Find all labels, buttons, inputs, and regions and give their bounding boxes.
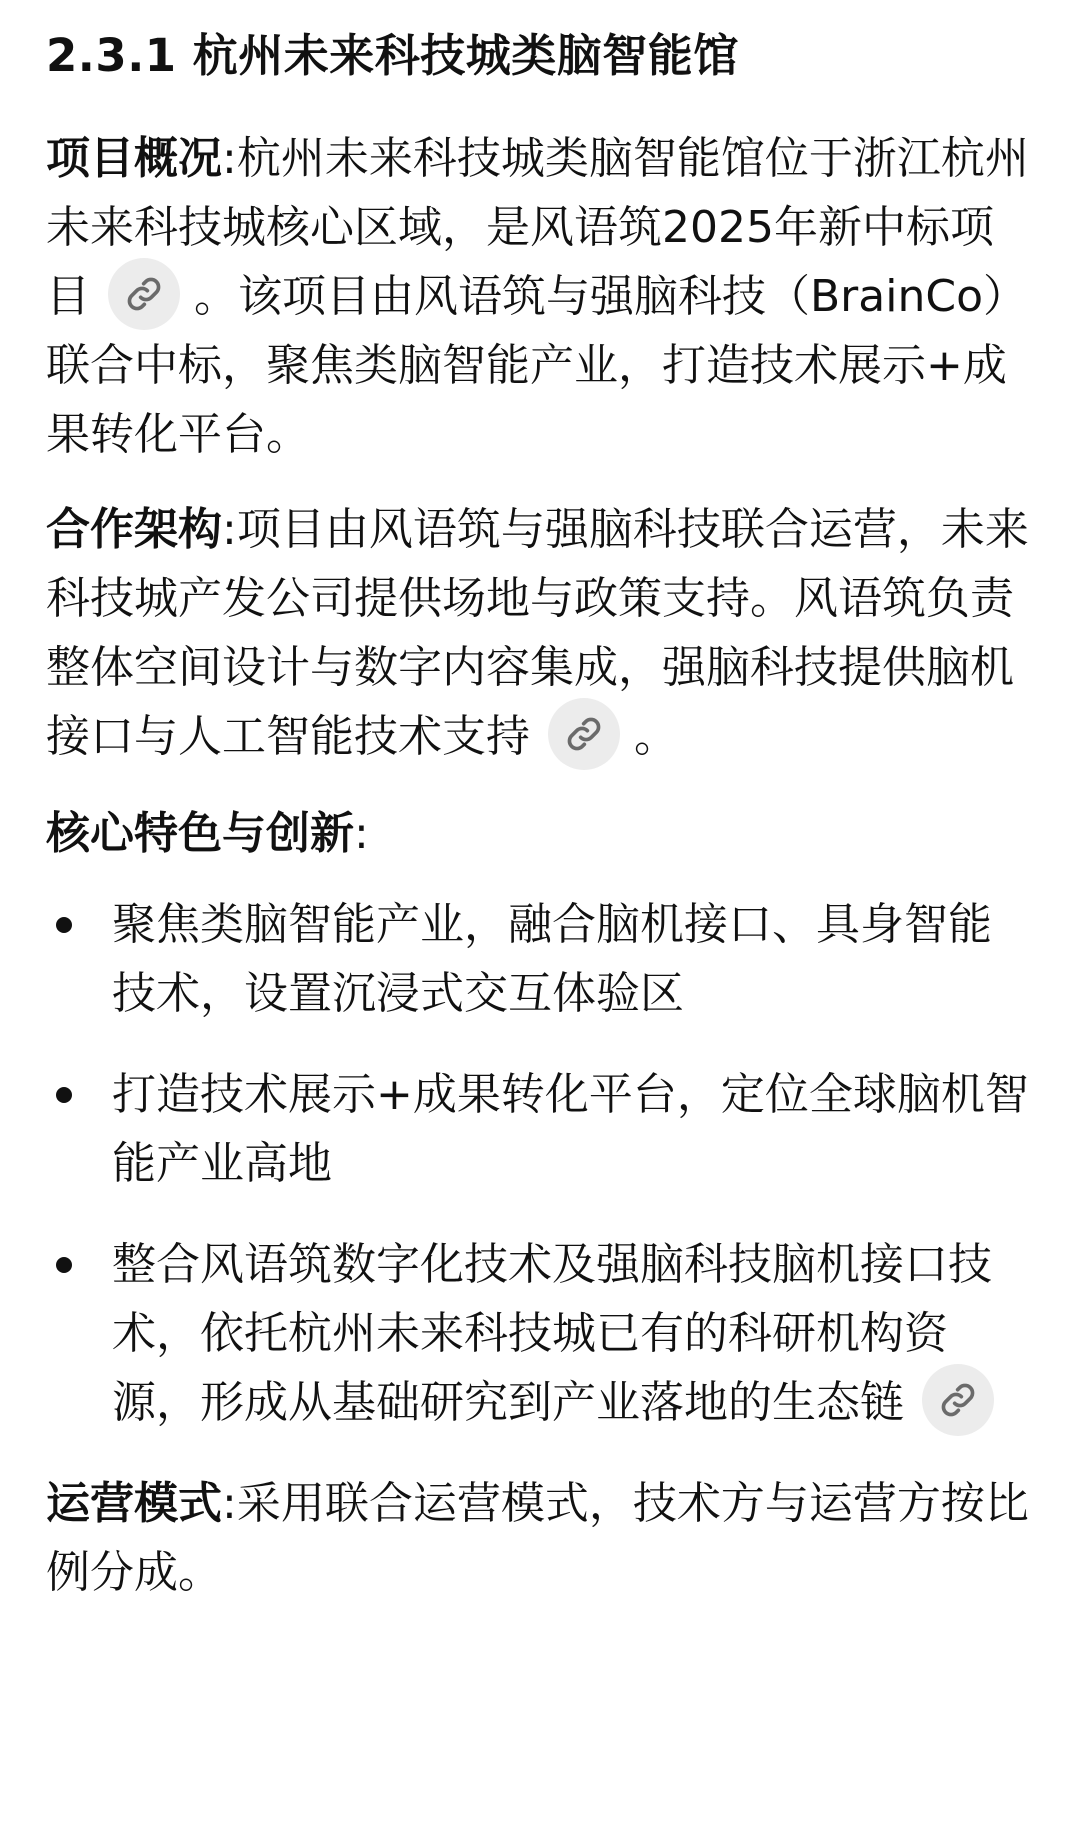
list-item (46, 890, 1034, 1028)
bullet-dot (56, 917, 72, 933)
operation-colon: : (222, 1478, 237, 1529)
features-label: 核心特色与创新 (46, 808, 354, 859)
citation-link-button[interactable] (108, 258, 180, 330)
features-list (46, 890, 1034, 1437)
cooperation-text-end: 。 (634, 711, 678, 762)
cooperation-label: 合作架构 (46, 504, 222, 555)
operation-paragraph (46, 1469, 1034, 1607)
list-item-text: 打造技术展示+成果转化平台，定位全球脑机智能产业高地 (112, 1069, 1029, 1189)
features-title (46, 799, 1034, 868)
link-icon (124, 274, 164, 314)
list-item (46, 1230, 1034, 1437)
link-icon (564, 714, 604, 754)
list-item (46, 1060, 1034, 1198)
features-colon: : (354, 808, 369, 859)
citation-link-button[interactable] (548, 698, 620, 770)
overview-text: 杭州未来科技城类脑智能馆位于浙江杭州未来科技城核心区域，是风语筑2025年新中标项目 (46, 133, 1029, 322)
cooperation-text: 项目由风语筑与强脑科技联合运营，未来科技城产发公司提供场地与政策支持。风语筑负责整体空间设计与数字内容集成，强脑科技提供脑机接口与人工智能技术支持 (46, 504, 1029, 762)
operation-text: 采用联合运营模式，技术方与运营方按比例分成。 (46, 1478, 1029, 1598)
operation-label: 运营模式 (46, 1478, 222, 1529)
overview-paragraph (46, 124, 1034, 469)
cooperation-paragraph (46, 495, 1034, 771)
link-icon (938, 1380, 978, 1420)
overview-label: 项目概况 (46, 133, 222, 184)
cooperation-colon: : (222, 504, 237, 555)
list-item-text: 整合风语筑数字化技术及强脑科技脑机接口技术，依托杭州未来科技城已有的科研机构资源，形成从基础研究到产业落地的生态链 (112, 1239, 992, 1428)
bullet-dot (56, 1257, 72, 1273)
citation-link-button[interactable] (922, 1364, 994, 1436)
bullet-dot (56, 1087, 72, 1103)
list-item-text: 聚焦类脑智能产业，融合脑机接口、具身智能技术，设置沉浸式交互体验区 (112, 899, 992, 1019)
overview-colon: : (222, 133, 237, 184)
overview-text-end: 。该项目由风语筑与强脑科技（BrainCo）联合中标，聚焦类脑智能产业，打造技术展示+成果转化平台。 (46, 271, 1027, 460)
section-heading: 2.3.1 杭州未来科技城类脑智能馆 (46, 29, 739, 82)
